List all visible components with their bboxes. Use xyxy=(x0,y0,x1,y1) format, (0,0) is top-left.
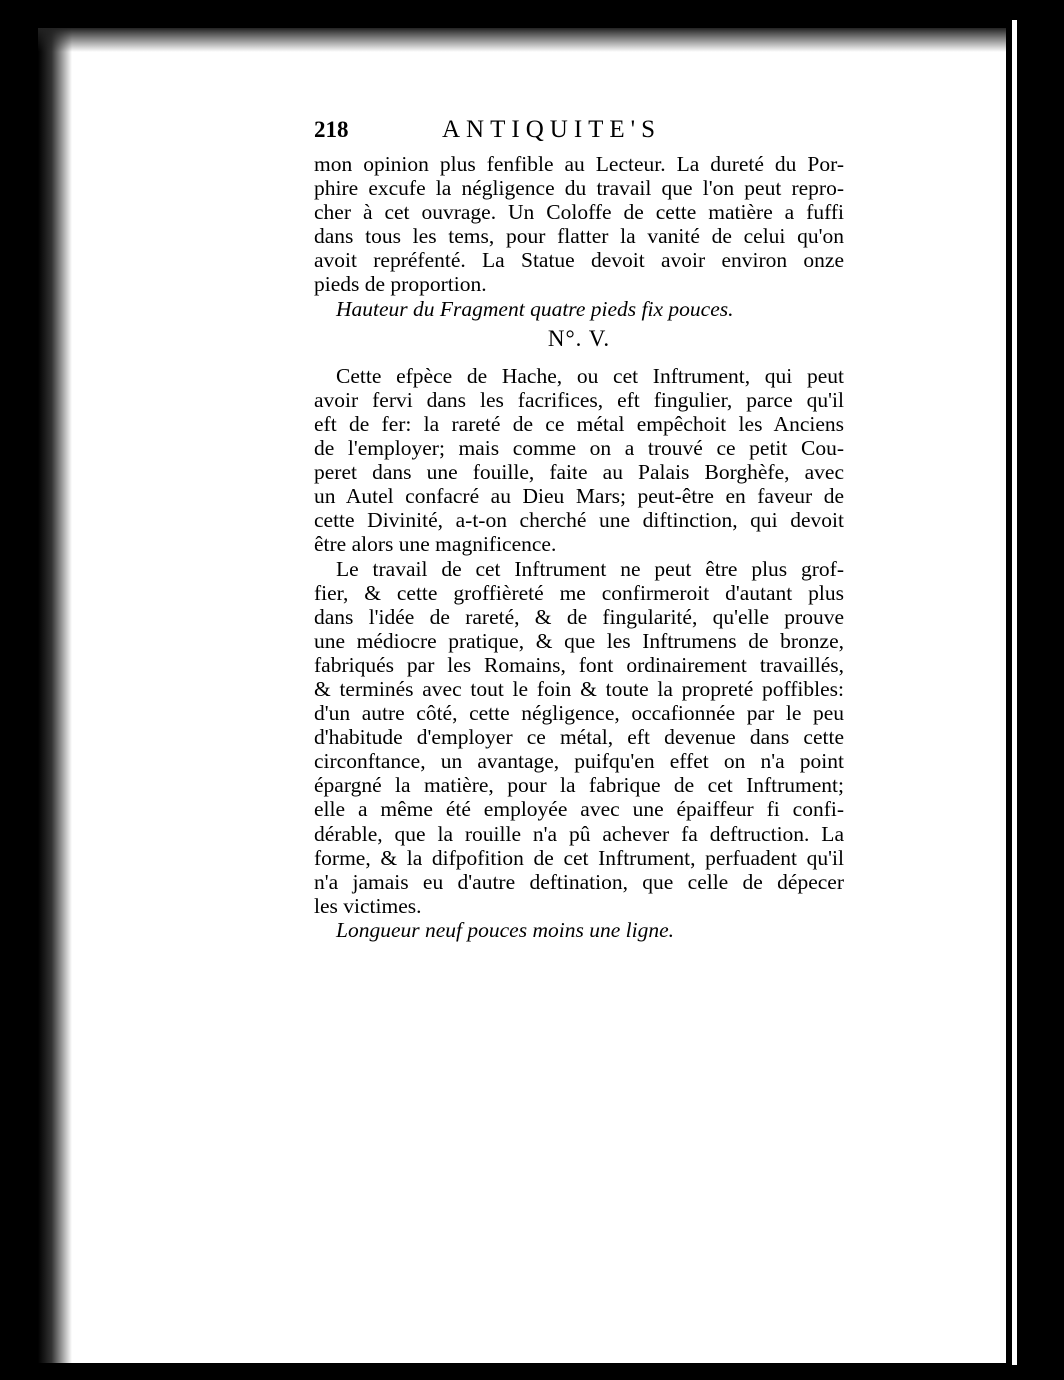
text-line: pieds de proportion. xyxy=(314,272,487,297)
running-title: ANTIQUITE'S xyxy=(442,116,662,143)
text-line: épargné la matière, pour la fabrique de cet Inftrument; xyxy=(314,773,844,798)
right-edge-rule xyxy=(1012,20,1017,1365)
text-line: phire excufe la négligence du travail que l'on peut repro- xyxy=(314,176,844,201)
text-line: n'a jamais eu d'autre deftination, que celle de dépecer xyxy=(314,869,844,894)
text-line: être alors une magnificence. xyxy=(314,532,557,557)
text-line: circonftance, un avantage, puifqu'en effet on n'a point xyxy=(314,749,844,774)
text-line: dérable, que la rouille n'a pû achever fa deftruction. La xyxy=(314,821,844,846)
text-line: Cette efpèce de Hache, ou cet Inftrument, qui peut xyxy=(336,363,844,388)
caption-length: Longueur neuf pouces moins une ligne. xyxy=(336,917,674,942)
text-line: & terminés avec tout le foin & toute la propreté poffibles: xyxy=(314,676,844,701)
text-line: elle a même été employée avec une épaiffeur fi confi- xyxy=(314,797,844,822)
intro-paragraph xyxy=(314,152,844,297)
text-line: fier, & cette groffièreté me confirmeroit d'autant plus xyxy=(314,580,844,605)
text-line: peret dans une fouille, faite au Palais Borghèfe, avec xyxy=(314,460,844,485)
page-top-shadow xyxy=(38,28,1006,52)
book-page xyxy=(38,28,1006,1363)
text-line: mon opinion plus fenfible au Lecteur. La dureté du Por- xyxy=(314,152,844,176)
text-line: de l'employer; mais comme on a trouvé ce petit Cou- xyxy=(314,436,844,461)
text-line: une médiocre pratique, & que les Inftrumens de bronze, xyxy=(314,628,844,653)
text-line: avoit repréfenté. La Statue devoit avoir environ onze xyxy=(314,248,844,273)
text-block xyxy=(314,118,844,942)
text-line: forme, & la difpofition de cet Inftrument, perfuadent qu'il xyxy=(314,845,844,870)
page-number: 218 xyxy=(314,117,349,142)
text-line: avoir fervi dans les facrifices, eft fingulier, parce qu'il xyxy=(314,387,844,412)
text-line: Le travail de cet Inftrument ne peut être plus grof- xyxy=(336,556,844,581)
page-header xyxy=(314,118,844,152)
text-line: d'un autre côté, cette négligence, occafionnée par le peu xyxy=(314,701,844,726)
text-line: les victimes. xyxy=(314,893,422,918)
text-line: dans l'idée de rareté, & de fingularité, qu'elle prouve xyxy=(314,604,844,629)
caption-height: Hauteur du Fragment quatre pieds fix pouces. xyxy=(336,296,734,321)
section-heading: N°. V. xyxy=(547,325,611,351)
text-line: fabriqués par les Romains, font ordinairement travaillés, xyxy=(314,652,844,677)
text-line: d'habitude d'employer ce métal, eft devenue dans cette xyxy=(314,725,844,750)
text-line: cette Divinité, a-t-on cherché une diftinction, qui devoit xyxy=(314,508,844,533)
page-edge-shadow xyxy=(38,28,72,1363)
paragraph-2 xyxy=(314,557,844,918)
text-line: un Autel confacré au Dieu Mars; peut-être en faveur de xyxy=(314,484,844,509)
text-line: dans tous les tems, pour flatter la vanité de celui qu'on xyxy=(314,224,844,249)
paragraph-1 xyxy=(314,364,844,557)
text-line: eft de fer: la rareté de ce métal empêchoit les Anciens xyxy=(314,411,844,436)
text-line: cher à cet ouvrage. Un Coloffe de cette matière a fuffi xyxy=(314,200,844,225)
